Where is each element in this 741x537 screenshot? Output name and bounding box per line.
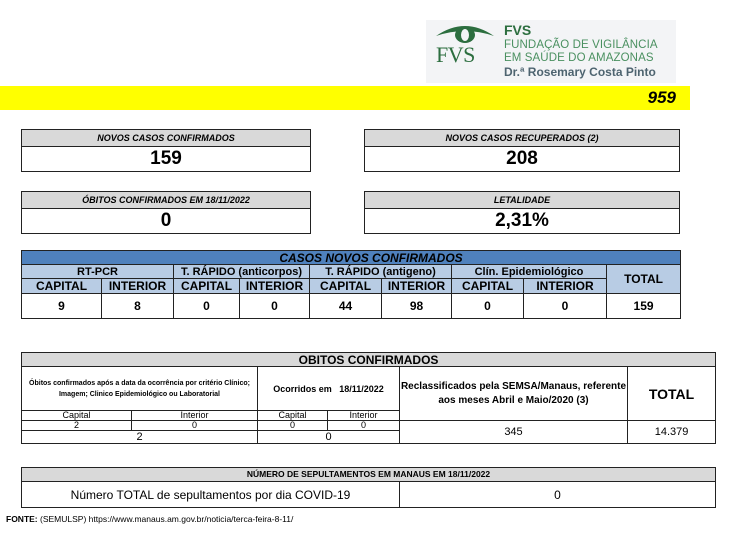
ocorridos-date: 18/11/2022 (339, 383, 384, 394)
card-value: 159 (150, 148, 182, 169)
cell: 0 (132, 421, 258, 431)
total-header: TOTAL (607, 265, 681, 294)
sepultamentos-title: NÚMERO DE SEPULTAMENTOS EM MANAUS EM 18/11/2022 (22, 468, 716, 482)
col-header: CAPITAL (174, 279, 240, 294)
source-label: FONTE: (6, 514, 38, 524)
cell: 0 (524, 294, 607, 319)
sepultamentos-table (21, 467, 716, 508)
col-header: INTERIOR (382, 279, 452, 294)
col-header: CAPITAL (310, 279, 382, 294)
reclass-value: 345 (400, 421, 628, 444)
card-value: 0 (160, 210, 172, 231)
reclass-header: Reclassificados pela SEMSA/Manaus, referente aos meses Abril e Maio/2020 (3) (400, 367, 628, 421)
obitos-title: OBITOS CONFIRMADOS (22, 353, 716, 367)
card-label: ÓBITOS CONFIRMADOS EM 18/11/2022 (22, 192, 310, 209)
card-letalidade (364, 191, 680, 234)
cell: 44 (310, 294, 382, 319)
card-novos-confirmados (21, 129, 311, 172)
casos-title: CASOS NOVOS CONFIRMADOS (22, 251, 681, 265)
total-header: TOTAL (628, 367, 716, 421)
cell: 8 (102, 294, 174, 319)
sum-after: 2 (22, 431, 258, 444)
group-rt-pcr: RT-PCR (22, 265, 174, 279)
source-note (6, 514, 293, 524)
cell: 98 (382, 294, 452, 319)
obitos-table (21, 352, 716, 444)
col-header: CAPITAL (22, 279, 102, 294)
cell: 0 (240, 294, 310, 319)
col-header: INTERIOR (240, 279, 310, 294)
banner-number: 959 (647, 88, 676, 107)
cell: 0 (174, 294, 240, 319)
logo-line-3: Dr.ª Rosemary Costa Pinto (504, 65, 656, 79)
card-value: 208 (506, 148, 538, 169)
logo-mark: FVS (436, 42, 475, 67)
cell: 0 (258, 421, 328, 431)
card-obitos-confirmados (21, 191, 311, 234)
table-row (22, 294, 681, 319)
card-value: 2,31% (495, 210, 549, 231)
source-text: (SEMULSP) https://www.manaus.am.gov.br/noticia/terca-feira-8-11/ (37, 514, 294, 524)
sub-col-header: Capital (258, 411, 328, 421)
col-header: CAPITAL (452, 279, 524, 294)
logo-line-2: EM SAÚDE DO AMAZONAS (504, 52, 654, 64)
casos-novos-table (21, 250, 681, 319)
card-label: NOVOS CASOS CONFIRMADOS (22, 130, 310, 147)
ocorridos-header (258, 367, 400, 411)
col-header: INTERIOR (102, 279, 174, 294)
group-rapido-antigeno: T. RÁPIDO (antigeno) (310, 265, 452, 279)
col-header: INTERIOR (524, 279, 607, 294)
total-cell: 159 (607, 294, 681, 319)
card-label: NOVOS CASOS RECUPERADOS (2) (365, 130, 679, 147)
ocorridos-label: Ocorridos em (273, 383, 332, 394)
sum-ocorridos: 0 (258, 431, 400, 444)
logo-line-1: FUNDAÇÃO DE VIGILÂNCIA (504, 39, 658, 51)
sepultamentos-label: Número TOTAL de sepultamentos por dia COVID-19 (22, 482, 400, 508)
cell: 0 (452, 294, 524, 319)
sub-col-header: Interior (328, 411, 400, 421)
banner (0, 86, 690, 110)
cell: 2 (22, 421, 132, 431)
group-clin-epidemiologico: Clín. Epidemiológico (452, 265, 607, 279)
logo-brand: FVS (504, 22, 532, 38)
cell: 9 (22, 294, 102, 319)
card-label: LETALIDADE (365, 192, 679, 209)
total-value: 14.379 (628, 421, 716, 444)
fvs-logo (426, 20, 676, 83)
sub-col-header: Interior (132, 411, 258, 421)
obitos-desc: Óbitos confirmados após a data da ocorrência por critério Clínico; Imagem; Clinico Epidemiológico ou Laboratorial (22, 367, 258, 411)
sepultamentos-value: 0 (400, 482, 716, 508)
sub-col-header: Capital (22, 411, 132, 421)
cell: 0 (328, 421, 400, 431)
group-rapido-anticorpos: T. RÁPIDO (anticorpos) (174, 265, 310, 279)
card-novos-recuperados (364, 129, 680, 172)
